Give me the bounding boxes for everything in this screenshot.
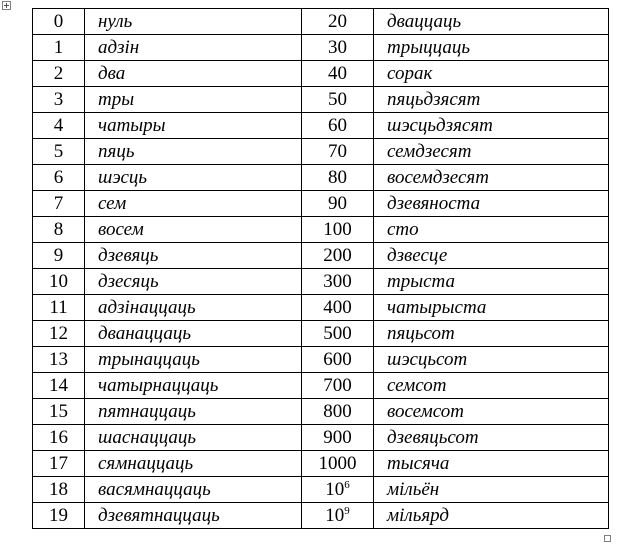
number-base: 1000 — [318, 453, 357, 474]
number-cell — [302, 373, 374, 399]
number-cell: 13 — [33, 347, 85, 373]
number-cell: 1 — [33, 35, 85, 61]
word-cell: адзінаццаць — [85, 295, 302, 321]
table-row — [33, 269, 609, 295]
number-cell: 3 — [33, 87, 85, 113]
table-row — [33, 321, 609, 347]
word-cell: сто — [374, 217, 609, 243]
word-cell: чатырнаццаць — [85, 373, 302, 399]
word-cell: васямнаццаць — [85, 477, 302, 503]
number-base: 80 — [328, 167, 347, 188]
number-cell — [302, 191, 374, 217]
word-cell: трыццаць — [374, 35, 609, 61]
word-cell: дванаццаць — [85, 321, 302, 347]
number-base: 200 — [323, 245, 352, 266]
number-cell — [302, 165, 374, 191]
number-exponent: 9 — [344, 505, 350, 517]
number-base: 700 — [323, 375, 352, 396]
number-cell: 17 — [33, 451, 85, 477]
number-cell — [302, 451, 374, 477]
number-base: 10 — [325, 479, 345, 500]
word-cell: дзевятнаццаць — [85, 503, 302, 529]
number-base: 300 — [323, 271, 352, 292]
number-cell: 18 — [33, 477, 85, 503]
word-cell: шэсцьсот — [374, 347, 609, 373]
word-cell: восем — [85, 217, 302, 243]
number-cell — [302, 503, 374, 529]
number-exponent: 6 — [344, 479, 350, 491]
table-row — [33, 503, 609, 529]
word-cell: трынаццаць — [85, 347, 302, 373]
word-cell: тры — [85, 87, 302, 113]
number-cell: 8 — [33, 217, 85, 243]
number-cell — [302, 61, 374, 87]
number-base: 10 — [325, 505, 345, 526]
number-cell: 15 — [33, 399, 85, 425]
word-cell: семсот — [374, 373, 609, 399]
word-cell: сем — [85, 191, 302, 217]
number-base: 90 — [328, 193, 347, 214]
table-row — [33, 35, 609, 61]
word-cell: мільён — [374, 477, 609, 503]
word-cell: дзевяноста — [374, 191, 609, 217]
word-cell: чатырыста — [374, 295, 609, 321]
number-cell: 9 — [33, 243, 85, 269]
number-base: 20 — [328, 11, 347, 32]
table-row — [33, 243, 609, 269]
number-cell — [302, 113, 374, 139]
table-row — [33, 347, 609, 373]
number-cell — [302, 9, 374, 35]
number-cell: 11 — [33, 295, 85, 321]
number-cell — [302, 269, 374, 295]
number-base: 60 — [328, 115, 347, 136]
word-cell: два — [85, 61, 302, 87]
word-cell: восемдзесят — [374, 165, 609, 191]
word-cell: дваццаць — [374, 9, 609, 35]
number-cell — [302, 87, 374, 113]
number-base: 900 — [323, 427, 352, 448]
number-cell: 0 — [33, 9, 85, 35]
number-cell: 7 — [33, 191, 85, 217]
word-cell: дзевяць — [85, 243, 302, 269]
word-cell: пяцьдзясят — [374, 87, 609, 113]
word-cell: шэсцьдзясят — [374, 113, 609, 139]
table-row — [33, 425, 609, 451]
number-cell: 19 — [33, 503, 85, 529]
number-base: 70 — [328, 141, 347, 162]
number-cell: 5 — [33, 139, 85, 165]
numerals-table — [32, 8, 609, 529]
number-cell: 4 — [33, 113, 85, 139]
word-cell: пяць — [85, 139, 302, 165]
table-row — [33, 477, 609, 503]
word-cell: сорак — [374, 61, 609, 87]
number-cell — [302, 243, 374, 269]
word-cell: восемсот — [374, 399, 609, 425]
word-cell: семдзесят — [374, 139, 609, 165]
number-cell: 16 — [33, 425, 85, 451]
number-base: 100 — [323, 219, 352, 240]
table-row — [33, 217, 609, 243]
number-base: 50 — [328, 89, 347, 110]
number-cell — [302, 35, 374, 61]
table-row — [33, 9, 609, 35]
number-base: 800 — [323, 401, 352, 422]
word-cell: тысяча — [374, 451, 609, 477]
number-cell — [302, 477, 374, 503]
table-row — [33, 113, 609, 139]
word-cell: трыста — [374, 269, 609, 295]
number-cell — [302, 425, 374, 451]
table-resize-handle-icon[interactable] — [604, 535, 611, 542]
number-cell: 10 — [33, 269, 85, 295]
number-cell: 2 — [33, 61, 85, 87]
word-cell: чатыры — [85, 113, 302, 139]
word-cell: нуль — [85, 9, 302, 35]
number-base: 600 — [323, 349, 352, 370]
table-row — [33, 191, 609, 217]
number-cell: 12 — [33, 321, 85, 347]
number-base: 500 — [323, 323, 352, 344]
table-row — [33, 295, 609, 321]
word-cell: шэсць — [85, 165, 302, 191]
number-cell — [302, 347, 374, 373]
number-cell: 6 — [33, 165, 85, 191]
number-cell — [302, 295, 374, 321]
number-base: 40 — [328, 63, 347, 84]
number-base: 400 — [323, 297, 352, 318]
number-base: 30 — [328, 37, 347, 58]
table-row — [33, 87, 609, 113]
word-cell: дзевяцьсот — [374, 425, 609, 451]
table-row — [33, 61, 609, 87]
word-cell: пяцьсот — [374, 321, 609, 347]
number-cell — [302, 217, 374, 243]
word-cell: адзін — [85, 35, 302, 61]
table-row — [33, 373, 609, 399]
number-cell — [302, 321, 374, 347]
table-row — [33, 451, 609, 477]
word-cell: мільярд — [374, 503, 609, 529]
word-cell: шаснаццаць — [85, 425, 302, 451]
number-cell — [302, 139, 374, 165]
numerals-table-body — [33, 9, 609, 529]
word-cell: дзесяць — [85, 269, 302, 295]
number-cell — [302, 399, 374, 425]
word-cell: пятнаццаць — [85, 399, 302, 425]
word-cell: дзвесце — [374, 243, 609, 269]
table-row — [33, 165, 609, 191]
table-row — [33, 399, 609, 425]
word-cell: сямнаццаць — [85, 451, 302, 477]
table-move-handle-icon[interactable] — [2, 1, 11, 10]
table-row — [33, 139, 609, 165]
number-cell: 14 — [33, 373, 85, 399]
